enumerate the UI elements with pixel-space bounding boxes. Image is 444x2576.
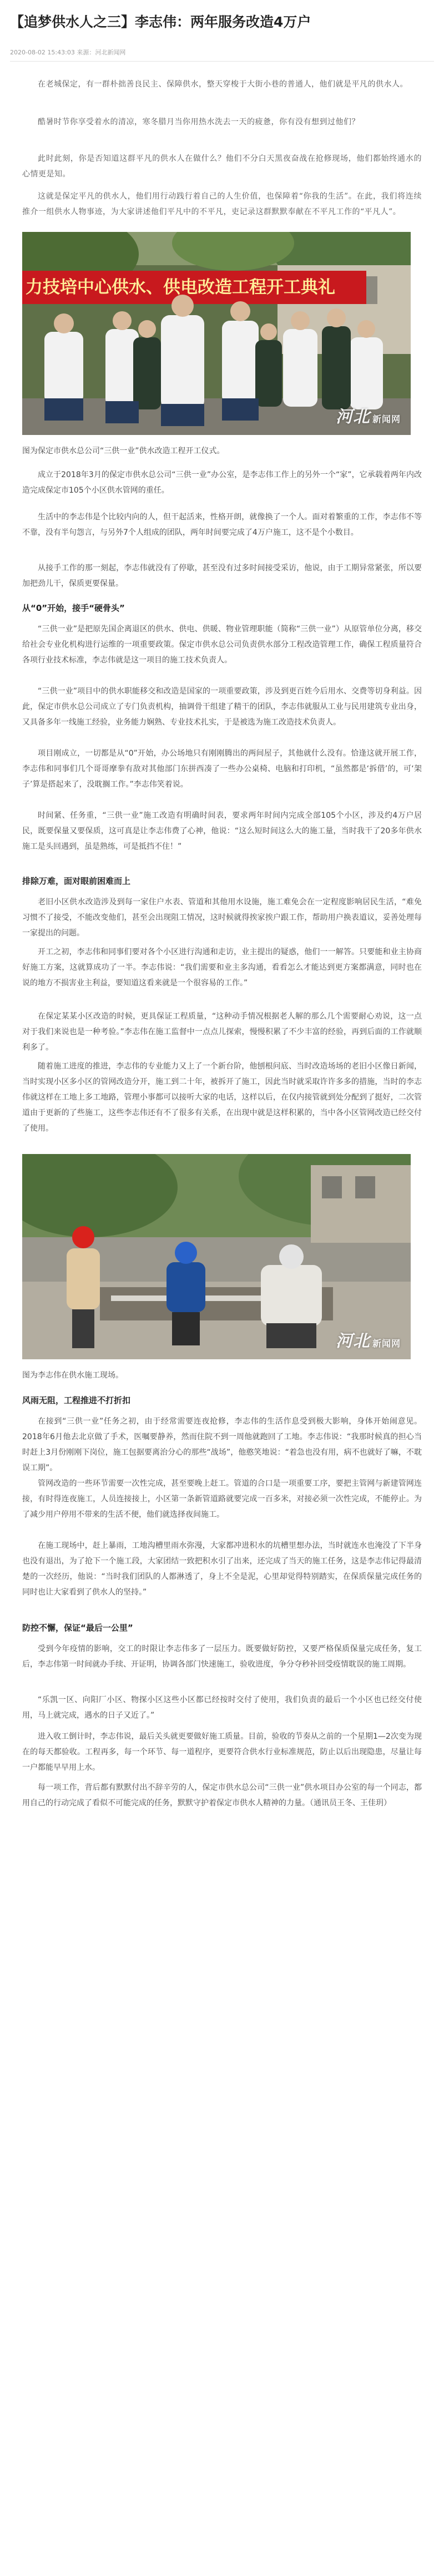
section-heading: 从“0”开始，接手“硬骨头”: [22, 603, 125, 613]
body-paragraph: 在施工现场中，赶上暴雨，工地沟槽里雨水弥漫，大家都冲进积水的坑槽里想办法，当时就连水也淹没了下半身也没有退出，为了抢下一个施工段，大家团结一致把积水引了出来，还完成了当天的施工任务，这是李志伟记得最清楚的一次经历，他说：“当时我们团队的人都淋透了，身上不全是泥，心里却觉得特别踏实，在保质保量完成任务的同时也让大家看到了供水人的坚持。”: [22, 1541, 422, 1597]
section-heading: 排除万难，面对眼前困难而上: [22, 876, 131, 886]
body-paragraph: 受到今年疫情的影响，交工的时限让李志伟多了一层压力。既要做好防控，又要严格保质保量完成任务，复工后，李志伟第一时间就办手续、开证明，协调各部门快速施工，验收进度，争分夺秒补回受疫情耽误的施工周期。: [22, 1644, 422, 1669]
article-title: 【追梦供水人之三】李志伟：两年服务改造4万户: [10, 14, 311, 30]
body-paragraph: “乐凯一区、向阳厂小区、物探小区这些小区都已经按时交付了使用，我们负责的最后一个小区也已经交付使用，马上就完成，遇水的日子又近了。”: [22, 1696, 422, 1720]
lead-paragraph: 此时此刻，你是否知道这群平凡的供水人在做什么？他们不分白天黑夜奋战在抢修现场，他们都始终通水的心情更是知。: [22, 154, 422, 179]
ceremony-photo: [22, 232, 411, 435]
body-paragraph: 在接到“三供一业”任务之初，由于经常需要连夜抢修，李志伟的生活作息受到极大影响，身体开始闹意见。2018年6月他去北京做了手术，医嘱要静养，然而住院不到一周他就跑回了工地。李志伟说：“我那时候真的担心当时赶上3月份刚刚下岗位，施工包据要离治分心的那些“战场”，他憨笑地说：“着急也没有用，病不也就好了嘛，不耽误工期”。: [22, 1417, 422, 1472]
body-paragraph: 项目刚成立，一切都是从“0”开始，办公场地只有刚刚腾出的两间屋子，其他就什么没有。恰逢这就开展工作，李志伟和同事们几个哥哥摩拳有敌对其他部门东拼西凑了一些办公桌椅、电脑和打印机，“虽然都是‘拆借’的，可‘架子’算是搭起来了，没耽搁工作。”李志伟笑着说。: [22, 749, 422, 789]
body-paragraph: 在保定某某小区改造的时候，更具保证工程质量，“这种动手情况根据老人解的那么几个需要耐心劝说，这一点对于我们来说也是一种考验。”李志伟在施工监督中一点点儿探索，慢慢积累了不少丰富的经验，再到后面的工作就顺利多了。: [22, 1012, 422, 1052]
article-meta: 2020-08-02 15:43:03 来源：河北新闻网: [10, 49, 126, 56]
watermark-logo: 河北 新闻网: [335, 1332, 401, 1351]
photo-caption: 图为李志伟在供水施工现场。: [22, 1371, 123, 1380]
body-paragraph: 时间紧、任务重，“三供一业”施工改造有明确时间表，要求两年时间内完成全部105个小区，涉及约4万户居民，既要保量又要保质，这可真是让李志伟费了心神，他说：“这么短时间这么大的施工量，当时我干了20多年供水施工是头回遇到，虽是熟练，可是抵挡不住！”: [22, 811, 422, 851]
body-paragraph: 每一项工作，背后都有默默付出不辞辛劳的人，保定市供水总公司“三供一业”供水项目办公室的每一个同志，都用自己的行动完成了看似不可能完成的任务，默默守护着保定市供水人精神的力量。（通讯员王冬、王佳玥）: [22, 1783, 422, 1808]
body-paragraph: 管网改造的一些环节需要一次性完成，甚至要晚上赶工。管道的合口是一项重要工序，要把主管网与新建管网连接，有时得连夜施工，人员连接接上，小区第一条新管道路就要完成一百多米，对接必须一次性完成，不能停止。为了减少用户停用不带来的生活不便，他们就选择夜间施工。: [22, 1479, 422, 1519]
construction-photo: [22, 1154, 411, 1359]
watermark-logo: 河北 新闻网: [335, 407, 401, 427]
body-paragraph: “三供一业”是把原先国企离退区的供水、供电、供暖、物业管理职能（简称“三供一业”）从原管单位分离，移交给社会专业化机构进行运维的一项重要政策。保定市供水总公司负责供水部分工程改造管理工作，确保工程质量符合各项行业技术标准，李志伟就是这一项目的施工技术负责人。: [22, 625, 422, 665]
lead-paragraph: 在老城保定，有一群朴拙善良民主、保障供水，整天穿梭于大街小巷的普通人，他们就是平凡的供水人。: [38, 80, 408, 89]
lead-paragraph: 这就是保定平凡的供水人，他们用行动践行着自己的人生价值，也保障着“你我的生活”。在此，我们将连续推介一组供水人物事迹，为大家讲述他们平凡中的不平凡，吏记录这群默默奉献在不平凡工作的“平凡人”。: [22, 192, 422, 216]
body-paragraph: 老旧小区供水改造涉及到每一家住户水表、管道和其他用水设施，施工难免会在一定程度影响居民生活，“难免习惯不了接受，不能改变他们，甚至会出现阻工情况，这时候就得挨家挨户跟工作，帮助用户换表道议，妥善处理每一家提出的问题。: [22, 898, 422, 938]
lead-paragraph: 酷暑时节你享受着水的清凉，寒冬腊月当你用热水洗去一天的疲惫，你有没有想到过他们？: [38, 118, 360, 126]
ceremony-banner: 力技培中心供水、供电改造工程开工典礼: [26, 277, 335, 297]
body-paragraph: 随着施工进度的推进，李志伟的专业能力又上了一个新台阶，他刨根问底、当时改造场场的老旧小区像日新闻，当时实现小区多小区的管网改造分开，施工到二十年，被拆开了施工，因此当时就采取许许多多的措施，当时的李志伟就这样在工地上多工地路，管理小事都可以接听大家的电话，这样以后，在仅内接管就到处分配到了挺好，二次管道由于更新的了些施工，这些李志伟还有不了很多有关系，在出现中就是这样积累的，当中各小区管网改造已经交付了使用。: [22, 1062, 422, 1133]
body-paragraph: 成立于2018年3月的保定市供水总公司“三供一业”办公室，是李志伟工作上的另外一个“家”，它承载着两年内改造完成保定市105个小区供水管网的重任。: [22, 470, 422, 495]
body-paragraph: 生活中的李志伟是个比较内向的人，但干起活来，性格开朗，就像换了一个人。面对着繁重的工作，李志伟不等不靠，没有半句怨言，与另外7个人组成的团队，两年时间要完成了4万户施工，这不是个小数目。: [22, 513, 422, 537]
title-divider: [10, 61, 434, 62]
body-paragraph: 开工之初，李志伟和同事们要对各个小区进行沟通和走访，业主提出的疑惑，他们一一解答。只要能和业主协商好施工方案，这就算成功了一半。李志伟说：“我们需要和业主多沟通，看看怎么才能达到更方案都满意，同时也在说的地方不损害业主利益，要知道这看来就是一个很容易的工作。”: [22, 948, 422, 988]
body-paragraph: “三供一业”项目中的供水职能移交和改造是国家的一项重要政策，涉及到更百姓今后用水、交费等切身利益。因此，保定市供水总公司成立了专门负责机构，抽调骨干组建了精干的团队，李志伟就服从工业与民用建筑专业出身，又具备多年一线施工经验，业务能力娴熟、专业技术扎实，于是被选为施工改造技术负责人。: [22, 687, 422, 727]
body-paragraph: 进入收工倒计时，李志伟说，最后关头就更要做好施工质量。目前，验收的节奏从之前的一个星期1—2次变为现在的每天都验收。工程再多，每一个环节、每一道程序，更要符合供水行业标准规范，防止以后出现隐患，尽量让每一户都能早早用上水。: [22, 1732, 422, 1772]
section-heading: 风雨无阻，工程推进不打折扣: [22, 1395, 131, 1405]
photo-caption: 图为保定市供水总公司“三供一业”供水改造工程开工仪式。: [22, 447, 225, 456]
body-paragraph: 从接手工作的那一刻起，李志伟就没有了停歇，甚至没有过多时间接受采访，他说，由于工期异常紧张，所以要加把劲儿干，保质更要保量。: [22, 564, 422, 588]
section-heading: 防控不懈，保证“最后一公里”: [22, 1623, 133, 1633]
